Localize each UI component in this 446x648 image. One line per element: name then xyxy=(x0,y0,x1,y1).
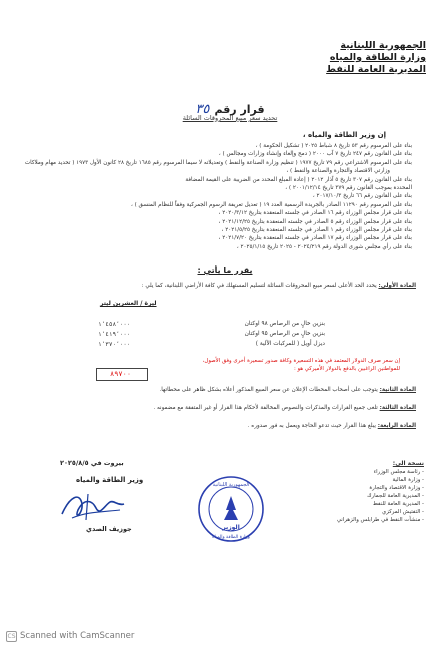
stamp-bottom-text: وزارة الطاقة والمياه xyxy=(212,535,250,540)
price-label-diesel: ديزل أويل ( للمركبات الآلية ) xyxy=(255,341,325,347)
camscanner-icon: CS xyxy=(7,633,16,640)
article-2-text: يتوجب على أصحاب المحطات الإعلان عن سعر المبيع المذكور أعلاه بشكل ظاهر على محطاتها. xyxy=(159,387,378,393)
preamble-line: بناء على المرسوم رقم ٥٣ تاريخ ٨ شباط ٢٠٢٥ ( تشكيل الحكومة ) ، xyxy=(255,143,412,149)
copies-item: - وزارة الاقتصاد والتجارة xyxy=(369,485,424,491)
article-1-label: المادة الأولى: xyxy=(378,283,416,289)
copies-item: - منشآت النفط في طرابلس والزهراني xyxy=(336,517,424,523)
preamble xyxy=(24,142,412,251)
preamble-line: بناء على المرسوم الاشتراعي رقم ٧٩ تاريخ ١٩٧٧ ( تنظيم وزارة الصناعة والنفط ) وتعديلاته لا سيما المرسوم رقم ١٦٨٥ تاريخ ٢٨ كانون الأول ١٩٧٣ ( تحديد مهام وملاكات xyxy=(24,159,412,166)
price-value-diesel: ١٬٣٧٠٬٠٠٠ xyxy=(98,341,131,348)
footer-text: Scanned with CamScanner xyxy=(20,631,135,641)
article-3-label: المادة الثالثة: xyxy=(379,405,416,411)
article-2 xyxy=(36,386,416,394)
signature-title: وزير الطاقة والمياه xyxy=(76,476,144,484)
preamble-line: بناء على القانون رقم ٣٠٧ تاريخ ٥ آذار ٢٠١٢ ( إعادة المبلغ المحدد من الضريبة على القيمة المضافة xyxy=(185,176,412,183)
scanner-watermark xyxy=(6,631,134,642)
place-date: بيروت في ٢٠٢٥/٨/٥ xyxy=(60,459,124,467)
stamp-center-text: الوزير xyxy=(222,524,240,531)
copies-heading: نسخة الى: xyxy=(392,460,424,467)
preamble-line: بناء على القانون رقم ٦٦ تاريخ ٢٠١٧/١٠/٣ ، xyxy=(312,193,412,200)
letterhead xyxy=(326,40,426,76)
decision-number: ٣٥ xyxy=(195,102,210,117)
article-4 xyxy=(36,422,416,430)
preamble-line: بناء على القانون رقم ٢٤٧ تاريخ ٧ آب ٢٠٠٠ ( دمج وإلغاء وإنشاء وزارات ومجالس ) ، xyxy=(218,151,412,158)
letterhead-republic: الجمهورية اللبنانية xyxy=(340,40,426,51)
price-label-98: بنزين خالٍ من الرصاص ٩٨ اوكتان xyxy=(244,321,325,327)
article-3-text: تلغى جميع القرارات والمذكرات والنصوص المخالفة لأحكام هذا القرار أو غير المتفقة مع مضمونه . xyxy=(153,405,378,411)
preamble-line: بناء على قرار مجلس الوزراء رقم ٥ الصادر في جلسته المنعقدة بتاريخ ٢٠٢١/١٢/٢٥ ، xyxy=(218,218,412,225)
letterhead-ministry: وزارة الطاقة والمياه xyxy=(329,52,426,63)
stamp-top-text: الجمهورية اللبنانية xyxy=(212,482,250,488)
preamble-line: بناء على قرار مجلس الوزراء رقم ١٦ الصادر في جلسته المنعقدة بتاريخ ٢٠٢٠/٣/١٢ ، xyxy=(218,210,412,217)
copies-item: - التفتيش المركزي xyxy=(382,509,424,515)
article-1 xyxy=(36,282,416,290)
preamble-line: المحددة بموجب القانون رقم ٣٧٩ تاريخ ٢٠٠١/١٢/١٤ ) ، xyxy=(285,185,412,192)
exchange-note-line: للمواطنين الراغبين بالدفع بالدولار الأميركي هو : xyxy=(293,366,400,372)
article-4-label: المادة الرابعة: xyxy=(377,423,416,429)
minister-intro: إن وزير الطاقة والمياه ، xyxy=(302,131,386,139)
exchange-note-line: إن سعر صرف الدولار المعتمد في هذه التسعيرة وكافة صدور تسعيرة أخرى وفق الأصول، xyxy=(202,358,400,364)
signature-scribble xyxy=(52,486,132,526)
copies-item: - المديرية العامة للنفط xyxy=(372,501,424,507)
copies-item: - رئاسة مجلس الوزراء xyxy=(373,469,424,475)
price-label-95: بنزين خالٍ من الرصاص ٩٥ اوكتان xyxy=(244,331,325,337)
decides-heading: يقرر ما يأتي : xyxy=(197,266,253,275)
preamble-line: بناء على قرار مجلس الوزراء رقم ١ الصادر في جلسته المنعقدة بتاريخ ٢٠٢١/٥/٢٥ ، xyxy=(221,227,412,234)
price-value-98: ١٬٤٥٨٬٠٠٠ xyxy=(98,321,131,328)
copies-item: - وزارة المالية xyxy=(392,477,424,483)
copies-item: - المديرية العامة للجمارك xyxy=(367,493,424,499)
decision-subject: تحديد سعر مبيع المحروقات السائلة xyxy=(182,114,278,122)
article-4-text: يبلغ هذا القرار حيث تدعو الحاجة ويعمل به فور صدوره . xyxy=(247,423,376,429)
article-3 xyxy=(36,404,416,412)
letterhead-directorate: المديرية العامة للنفط xyxy=(326,64,426,75)
article-2-label: المادة الثانية: xyxy=(379,387,416,393)
exchange-rate-box xyxy=(96,368,148,381)
preamble-line: بناء على قرار مجلس الوزراء رقم ١٧ الصادر في جلسته المنعقدة بتاريخ ٢٠٢١/٧/٢٠ ، xyxy=(218,235,412,242)
prices-unit-heading: ليرة / العشرين ليتر xyxy=(100,300,157,307)
price-value-95: ١٬٤١٩٬٠٠٠ xyxy=(98,331,131,338)
preamble-line: وزارتي الاقتصاد والتجارة والصناعة والنفط ) ، xyxy=(286,168,390,175)
copies-list xyxy=(314,460,424,524)
article-1-text: يحدد الحد الأعلى لسعر مبيع المحروقات السائلة لتسليم المستهلك في كافة الأراضي اللبنانية، كما يلي : xyxy=(141,283,377,289)
decision-title: قرار رقم xyxy=(214,103,265,116)
signature-name: جوزيف الصدي xyxy=(86,525,132,533)
official-stamp xyxy=(196,474,266,544)
exchange-rate-value: ٨٩٧٠٠ xyxy=(110,370,132,378)
preamble-line: بناء على المرسوم رقم ١١٢٩٠ الصادر بالجريدة الرسمية العدد ١٩ ( تعديل تعريفة الرسوم الجمركية وفقاً للنظام المنسق ) ، xyxy=(131,201,412,208)
preamble-line: بناء على رأي مجلس شورى الدولة رقم ٢٠٢٤/٢١٩ - ٢٠٢٥ تاريخ ٢٠٢٥/١/١٥ ، xyxy=(236,243,412,250)
